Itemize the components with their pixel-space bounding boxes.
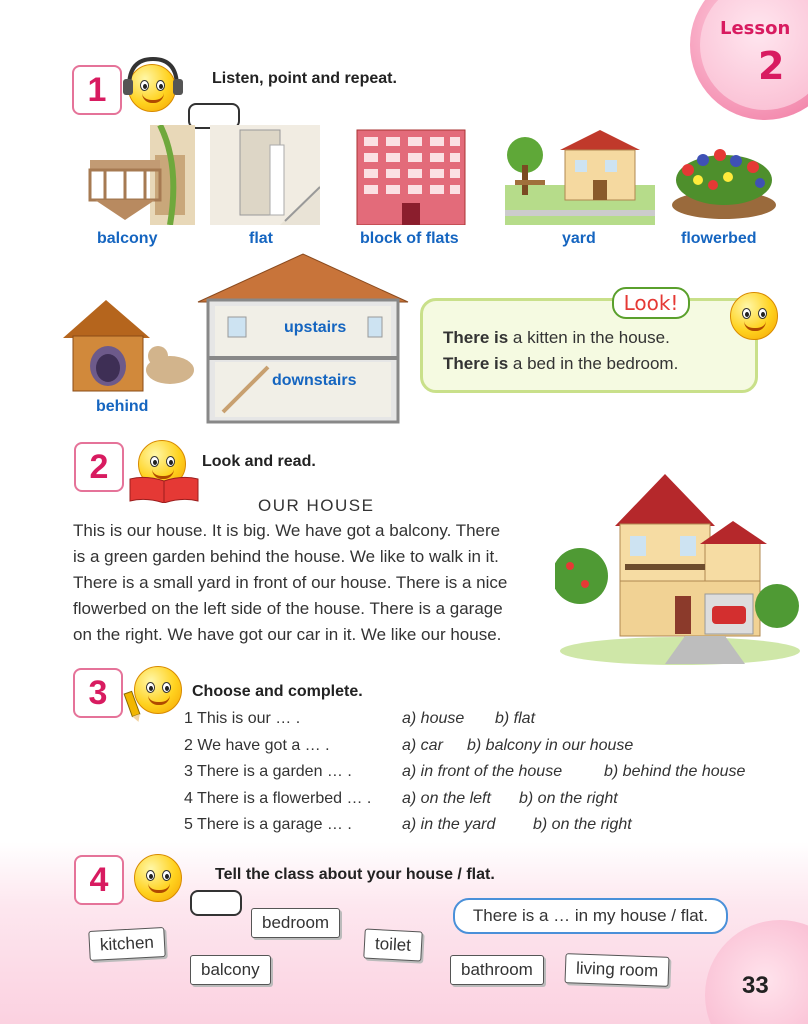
story-line: flowerbed on the left side of the house. There is a garage — [73, 599, 503, 618]
exercise-option-b[interactable]: b) on the right — [519, 790, 618, 807]
lesson-number: 2 — [758, 44, 785, 88]
exercise-option-a[interactable]: a) on the left — [402, 790, 491, 807]
look-line-2: There is a bed in the bedroom. — [443, 354, 679, 373]
page-number: 33 — [742, 972, 769, 999]
exercise-stem: 1 This is our … . — [184, 710, 301, 727]
task3-title: Choose and complete. — [192, 683, 363, 700]
exercise-stem: 2 We have got a … . — [184, 737, 330, 754]
word-balcony: balcony — [97, 230, 158, 247]
task3-number: 3 — [73, 668, 123, 718]
word-yard: yard — [562, 230, 596, 247]
task1-title: Listen, point and repeat. — [212, 70, 397, 87]
pencil-icon — [122, 690, 142, 724]
smiley-pointing-icon — [730, 292, 778, 340]
word-card-kitchen[interactable]: kitchen — [88, 927, 165, 961]
yard-image — [505, 125, 655, 225]
exercise-option-a[interactable]: a) in the yard — [402, 816, 496, 833]
flat-image — [210, 125, 320, 225]
word-downstairs: downstairs — [272, 372, 357, 389]
doghouse-image — [58, 298, 198, 393]
word-card-balcony[interactable]: balcony — [190, 955, 271, 985]
exercise-stem: 5 There is a garage … . — [184, 816, 352, 833]
look-badge: Look! — [612, 287, 690, 319]
exercise-option-a[interactable]: a) in front of the house — [402, 763, 563, 780]
exercise-stem: 3 There is a garden … . — [184, 763, 352, 780]
story-line: This is our house. It is big. We have got a balcony. There — [73, 521, 501, 540]
task2-title: Look and read. — [202, 453, 316, 470]
word-card-living-room[interactable]: living room — [565, 953, 670, 987]
story-line: There is a small yard in front of our house. There is a nice — [73, 573, 508, 592]
book-icon — [128, 475, 200, 503]
exercise-option-a[interactable]: a) house — [402, 710, 465, 727]
house-illustration — [555, 466, 800, 666]
exercise-option-b[interactable]: b) on the right — [533, 816, 632, 833]
exercise-option-b[interactable]: b) flat — [495, 710, 536, 727]
task4-title: Tell the class about your house / flat. — [215, 866, 495, 883]
exercise-option-b[interactable]: b) balcony in our house — [467, 737, 634, 754]
word-block-of-flats: block of flats — [360, 230, 459, 247]
word-flat: flat — [249, 230, 273, 247]
speech-bubble: There is a … in my house / flat. — [453, 898, 728, 934]
story-line: on the right. We have got our car in it. We like our house. — [73, 625, 502, 644]
task2-number: 2 — [74, 442, 124, 492]
word-card-bathroom[interactable]: bathroom — [450, 955, 544, 985]
lesson-label: Lesson — [720, 18, 791, 39]
task4-number: 4 — [74, 855, 124, 905]
task1-number: 1 — [72, 65, 122, 115]
headphones-icon — [123, 57, 183, 97]
house-cutaway-image — [193, 252, 413, 424]
word-card-bedroom[interactable]: bedroom — [251, 908, 340, 938]
flowerbed-image — [668, 125, 780, 225]
smiley-headphones-icon — [128, 64, 176, 112]
exercise-option-b[interactable]: b) behind the house — [604, 763, 746, 780]
word-flowerbed: flowerbed — [681, 230, 757, 247]
balcony-image — [80, 125, 195, 225]
block-of-flats-image — [352, 125, 470, 225]
exercise-stem: 4 There is a flowerbed … . — [184, 790, 372, 807]
word-card-toilet[interactable]: toilet — [363, 929, 422, 962]
smiley-waving-icon — [134, 854, 182, 902]
word-upstairs: upstairs — [284, 319, 347, 336]
story-line: is a green garden behind the house. We like to walk in it. — [73, 547, 499, 566]
look-line-1: There is a kitten in the house. — [443, 328, 670, 347]
empty-speech-bubble — [190, 890, 242, 916]
word-behind: behind — [96, 398, 149, 415]
exercise-option-a[interactable]: a) car — [402, 737, 443, 754]
story-title: OUR HOUSE — [258, 496, 375, 515]
